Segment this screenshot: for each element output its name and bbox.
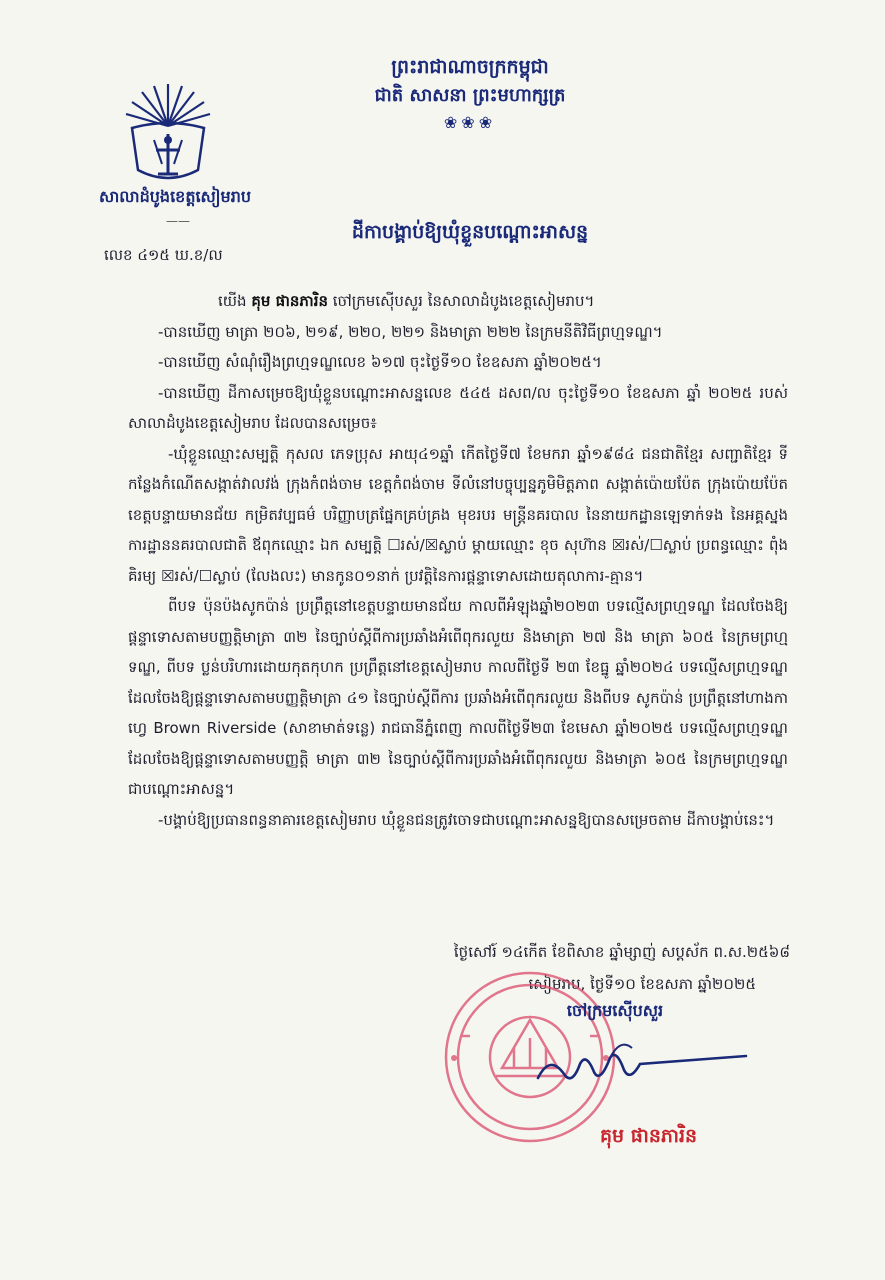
paragraph-3: -បានឃើញ ដីកាសម្រេចឱ្យឃុំខ្លួនបណ្ដោះអាសន្នលេខ ៥៤៥ ដសព/ល ចុះថ្ងៃទី១០ ខែឧសភា ឆ្នាំ ២០២៥ របស់សាលាដំបូងខេត្តសៀមរាប ដែលបានសម្រេច៖ bbox=[128, 383, 788, 432]
kingdom-header bbox=[330, 52, 610, 132]
paragraph-5: ពីបទ ប៉ុនប៉ងសូកប៉ាន់ ប្រព្រឹត្តនៅខេត្តបន្ទាយមានជ័យ កាលពីអំឡុងឆ្នាំ២០២៣ បទល្មើសព្រហ្មទណ្ឌ ដែលចែងឱ្យផ្ដន្ទាទោសតាមបញ្ញត្តិមាត្រា ៣២ នៃច្បាប់ស្ដីពីការប្រឆាំងអំពើពុករលួយ និងមាត្រា ២៧ និង មាត្រា ៦០៥ នៃក្រមព្រហ្មទណ្ឌ, ពីបទ ប្លន់បរិហារដោយកុតកុហក ប្រព្រឹត្តនៅខេត្តសៀមរាប កាលពីថ្ងៃទី ២៣ ខែធ្នូ ឆ្នាំ២០២៤ បទល្មើសព្រហ្មទណ្ឌដែលចែងឱ្យផ្ដន្ទាទោសតាមបញ្ញត្តិមាត្រា ៤១ នៃច្បាប់ស្ដីពីការ ប្រឆាំងអំពើពុករលួយ និងពីបទ សូកប៉ាន់ ប្រព្រឹត្តនៅហាងកាហ្វេ Brown Riverside (សាខាមាត់ទន្លេ) រាជធានីភ្នំពេញ កាលពីថ្ងៃទី២៣ ខែមេសា ឆ្នាំ២០២៥ បទល្មើសព្រហ្មទណ្ឌដែលចែងឱ្យផ្ដន្ទាទោសតាមបញ្ញត្តិ មាត្រា ៣២ នៃច្បាប់ស្ដីពីការប្រឆាំងអំពើពុករលួយ និងមាត្រា ៦០៥ នៃក្រមព្រហ្មទណ្ឌ ជាបណ្ដោះអាសន្ន។ bbox=[128, 597, 788, 798]
document-title: ដីកាបង្គាប់ឱ្យឃុំខ្លួនបណ្ដោះអាសន្ន bbox=[351, 221, 589, 243]
ornament: ❀❀❀ bbox=[443, 113, 497, 132]
signer-title: ចៅក្រមស៊ើបសួរ bbox=[566, 1001, 664, 1020]
judge-name: គុម ផានភារិន bbox=[251, 292, 328, 310]
kingdom-motto: ជាតិ សាសនា ព្រះមហាក្សត្រ bbox=[374, 85, 566, 106]
intro-suffix: ចៅក្រមស៊ើបសួរ នៃសាលាដំបូងខេត្តសៀមរាប។ bbox=[328, 292, 595, 310]
divider: —— bbox=[166, 214, 190, 228]
intro-prefix: យើង bbox=[218, 292, 247, 310]
paragraph-1: -បានឃើញ មាត្រា ២០៦, ២១៩, ២២០, ២២១ និងមាត្រា ២២២ នៃក្រមនីតិវិធីព្រហ្មទណ្ឌ។ bbox=[158, 322, 663, 341]
intro-paragraph bbox=[128, 286, 788, 317]
reference-number: លេខ ៤១៥ ឃ.ខ/ល bbox=[104, 246, 223, 264]
paragraph-4: -ឃុំខ្លួនឈ្មោះសម្បត្តិ កុសល ភេទប្រុស អាយុ៤១ឆ្នាំ កើតថ្ងៃទី៧ ខែមករា ឆ្នាំ១៩៨៤ ជនជាតិខ្មែរ សញ្ជាតិខ្មែរ ទីកន្លែងកំណើតសង្កាត់វាលវង់ ក្រុងកំពង់ចាម ខេត្តកំពង់ចាម ទីលំនៅបច្ចុប្បន្នភូមិមិត្តភាព សង្កាត់ប៉ោយប៉ែត ក្រុងប៉ោយប៉ែត ខេត្តបន្ទាយមានជ័យ កម្រិតវប្បធម៌ បរិញ្ញាបត្រផ្នែកគ្រប់គ្រង មុខរបរ មន្ត្រីនគរបាល នៃនាយកដ្ឋានឡេទាក់ទង នៃអគ្គស្នងការដ្ឋាននគរបាលជាតិ ឪពុកឈ្មោះ ឯក សម្បត្តិ ☐រស់/☒ស្លាប់ ម្ដាយឈ្មោះ ខុច សុហ៊ាន ☒រស់/☐ស្លាប់ ប្រពន្ធឈ្មោះ ពុំង គិរម្យ ☒រស់/☐ស្លាប់ (លែងលះ) មានកូន០១នាក់ ប្រវត្តិនៃការផ្ដន្ទាទោសដោយតុលាការ-គ្មាន។ bbox=[128, 444, 789, 585]
court-name: សាលាដំបូងខេត្តសៀមរាប bbox=[98, 187, 252, 206]
signature-icon bbox=[520, 1034, 750, 1094]
lunar-date: ថ្ងៃសៅរ៍ ១៤កើត ខែពិសាខ ឆ្នាំម្សាញ់ សប្តស័ក ព.ស.២៥៦៨ bbox=[453, 943, 790, 961]
signer-name: គុម ផានភារិន bbox=[600, 1125, 698, 1147]
document-body bbox=[128, 286, 788, 835]
place-date: សៀមរាប, ថ្ងៃទី១០ ខែឧសភា ឆ្នាំ២០២៥ bbox=[528, 975, 756, 993]
kingdom-title: ព្រះរាជាណាចក្រកម្ពុជា bbox=[391, 56, 549, 78]
paragraph-2: -បានឃើញ សំណុំរឿងព្រហ្មទណ្ឌលេខ ៦១៧ ចុះថ្ងៃទី១០ ខែឧសភា ឆ្នាំ២០២៥។ bbox=[158, 353, 602, 371]
court-emblem-icon bbox=[118, 78, 218, 188]
paragraph-6: -បង្គាប់ឱ្យប្រធានពន្ធនាគារខេត្តសៀមរាប ឃុំខ្លួនជនត្រូវចោទជាបណ្ដោះអាសន្នឱ្យបានសម្រេចតាម ដីកាបង្គាប់នេះ។ bbox=[158, 810, 775, 829]
